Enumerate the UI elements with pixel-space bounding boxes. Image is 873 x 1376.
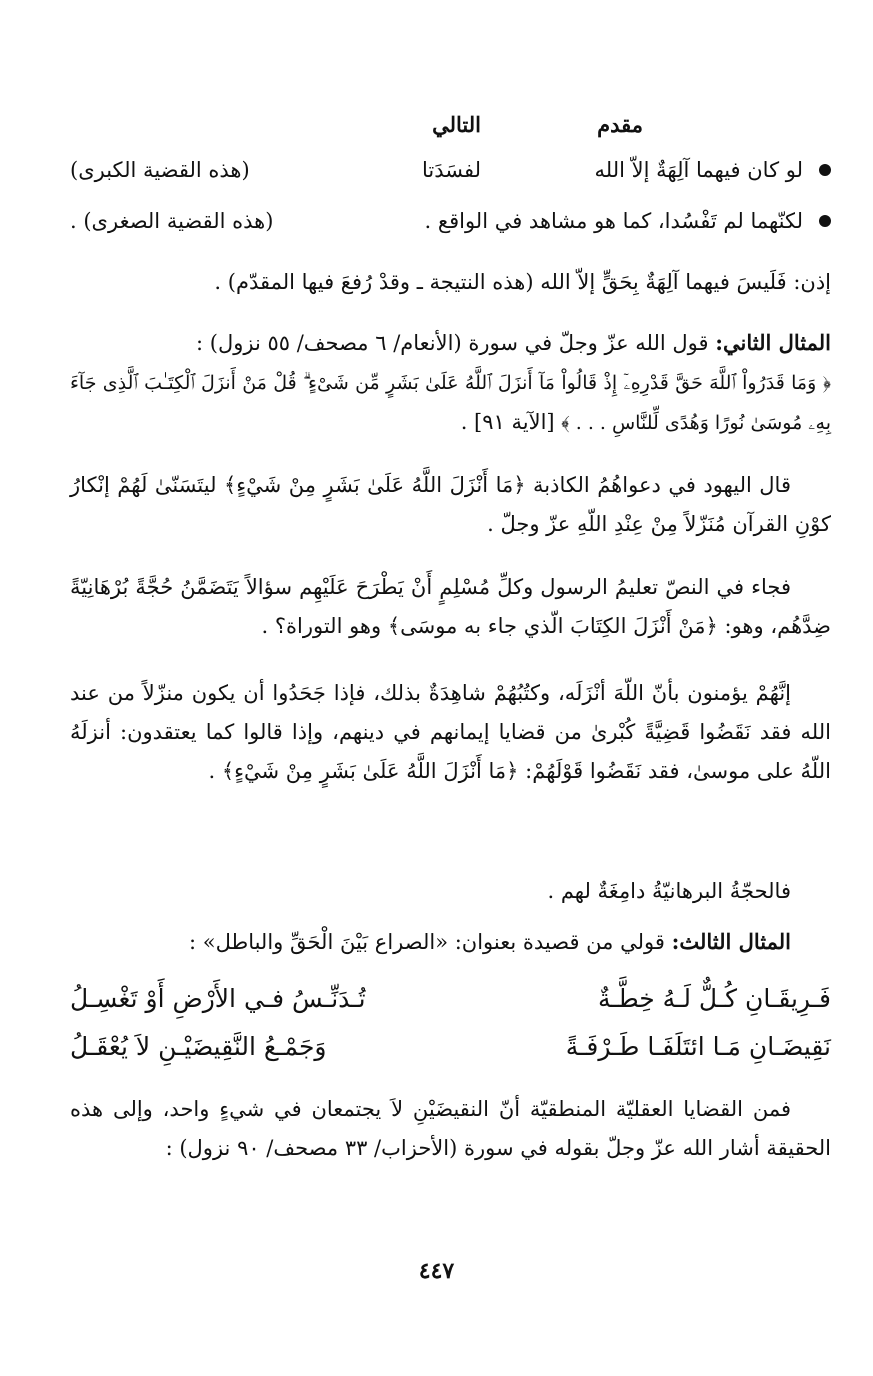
- example-two-label: المثال الثاني:: [715, 330, 831, 355]
- paragraph-contradiction: إنَّهُمْ يؤمنون بأنّ اللّهَ أنْزَلَه، وكتُبُهُمْ شاهِدَةٌ بذلك، فإذا جَحَدُوا أن يكون منزّلاً من عند الله فقد نَقَضُوا قَضِيَّةً كُبْرىٰ من قضايا إيمانهم في دينهم، وإذا قالوا كما يعتقدون: أنزلَهُ اللّهُ على موسىٰ، فقد نَقَضُوا قَوْلَهُمْ: ﴿مَا أَنْزَلَ اللَّهُ عَلَىٰ بَشَرٍ مِنْ شَيْءٍ﴾ .: [70, 681, 831, 783]
- bullet-note: (هذه القضية الكبرى): [70, 158, 250, 182]
- poem-hemistich-second: وَجَمْـعُ النَّقِيضَيْـنِ لاَ يُعْقَـلُ: [70, 1032, 327, 1061]
- bullet-consequent: لفسَدَتا: [421, 158, 481, 182]
- header-tali: التالي: [432, 112, 481, 137]
- column-headers: [70, 112, 831, 142]
- bullet-text: لو كان فيهما آلِهَةٌ إلاّ الله: [594, 158, 803, 182]
- poem-hemistich-first: نَقِيضَـانِ مَـا ائتَلَفَـا طَـرْفَـةً: [565, 1032, 831, 1061]
- example-two-intro: قول الله عزّ وجلّ في سورة (الأنعام/ ٦ مصحف/ ٥٥ نزول) :: [196, 331, 709, 355]
- poem-verse-2: [70, 1024, 831, 1070]
- example-three: [70, 922, 831, 962]
- paragraph-proof: فجاء في النصّ تعليمُ الرسول وكلِّ مُسْلِمٍ أَنْ يَطْرَحَ عَلَيْهِم سؤالاً يَتَضَمَّنُ حُجَّةً بُرْهَانِيّةً ضِدَّهُم، وهو: ﴿مَنْ أَنْزَلَ الكِتَابَ الّذي جاء به موسَى﴾ وهو التوراة؟ .: [70, 575, 831, 638]
- bullet-minor-premise: [70, 203, 831, 239]
- poem-hemistich-second: تُـدَنِّـسُ فـي الأَرْضِ أَوْ تَغْسِـلُ: [70, 984, 366, 1013]
- bullet-note: (هذه القضية الصغرى) .: [70, 209, 274, 233]
- paragraph-jews-claim: قال اليهود في دعواهُمُ الكاذبة ﴿مَا أَنْزَلَ اللَّهُ عَلَىٰ بَشَرٍ مِنْ شَيْءٍ﴾ ليتَسَنّىٰ لَهُمْ إنْكارُ كوْنِ القرآن مُنَزّلاً مِنْ عِنْدِ اللّهِ عزّ وجلّ .: [70, 473, 831, 536]
- conclusion-line: إذن: فَلَيسَ فيهما آلِهَةٌ بِحَقٍّ إلاّ الله (هذه النتيجة ـ وقدْ رُفعَ فيها المقدّم) .: [214, 270, 831, 294]
- bullet-text: لكنّهما لم تَفْسُدا، كما هو مشاهد في الواقع .: [424, 209, 803, 233]
- verse-reference: [الآية ٩١] .: [460, 410, 555, 434]
- poem-hemistich-first: فَـرِيقَـانِ كُـلٌّ لَـهُ خِطَّـةٌ: [597, 984, 831, 1013]
- quran-verse: ﴿ وَمَا قَدَرُواْ ٱللَّهَ حَقَّ قَدْرِهِۦٓ إِذْ قَالُواْ مَآ أَنزَلَ ٱللَّهُ عَلَىٰ بَشَرٍ مِّن شَىْءٍ ۗ قُلْ مَنْ أَنزَلَ ٱلْكِتَـٰبَ ٱلَّذِى جَآءَ بِهِۦ مُوسَىٰ نُورًا وَهُدًى لِّلنَّاسِ . . . ﴾: [70, 372, 831, 434]
- header-muqaddam: مقدم: [597, 112, 643, 137]
- paragraph-argument-result: فالحجّةُ البرهانيّةُ دامِغَةٌ لهم .: [547, 879, 791, 903]
- poem-verse-1: [70, 976, 831, 1022]
- page-number: ٤٤٧: [418, 1258, 455, 1284]
- example-three-label: المثال الثالث:: [671, 929, 791, 954]
- bullet-icon: [819, 215, 831, 227]
- bullet-major-premise: [70, 152, 831, 188]
- example-three-intro: قولي من قصيدة بعنوان: «الصراع بَيْنَ الْحَقِّ والباطل» :: [188, 930, 665, 954]
- closing-paragraph: فمن القضايا العقليّة المنطقيّة أنّ النقيضَيْنِ لاَ يجتمعان في شيءٍ واحد، وإلى هذه الحقيقة أشار الله عزّ وجلّ بقوله في سورة (الأحزاب/ ٣٣ مصحف/ ٩٠ نزول) :: [70, 1097, 831, 1160]
- bullet-icon: [819, 164, 831, 176]
- example-two: [70, 323, 831, 443]
